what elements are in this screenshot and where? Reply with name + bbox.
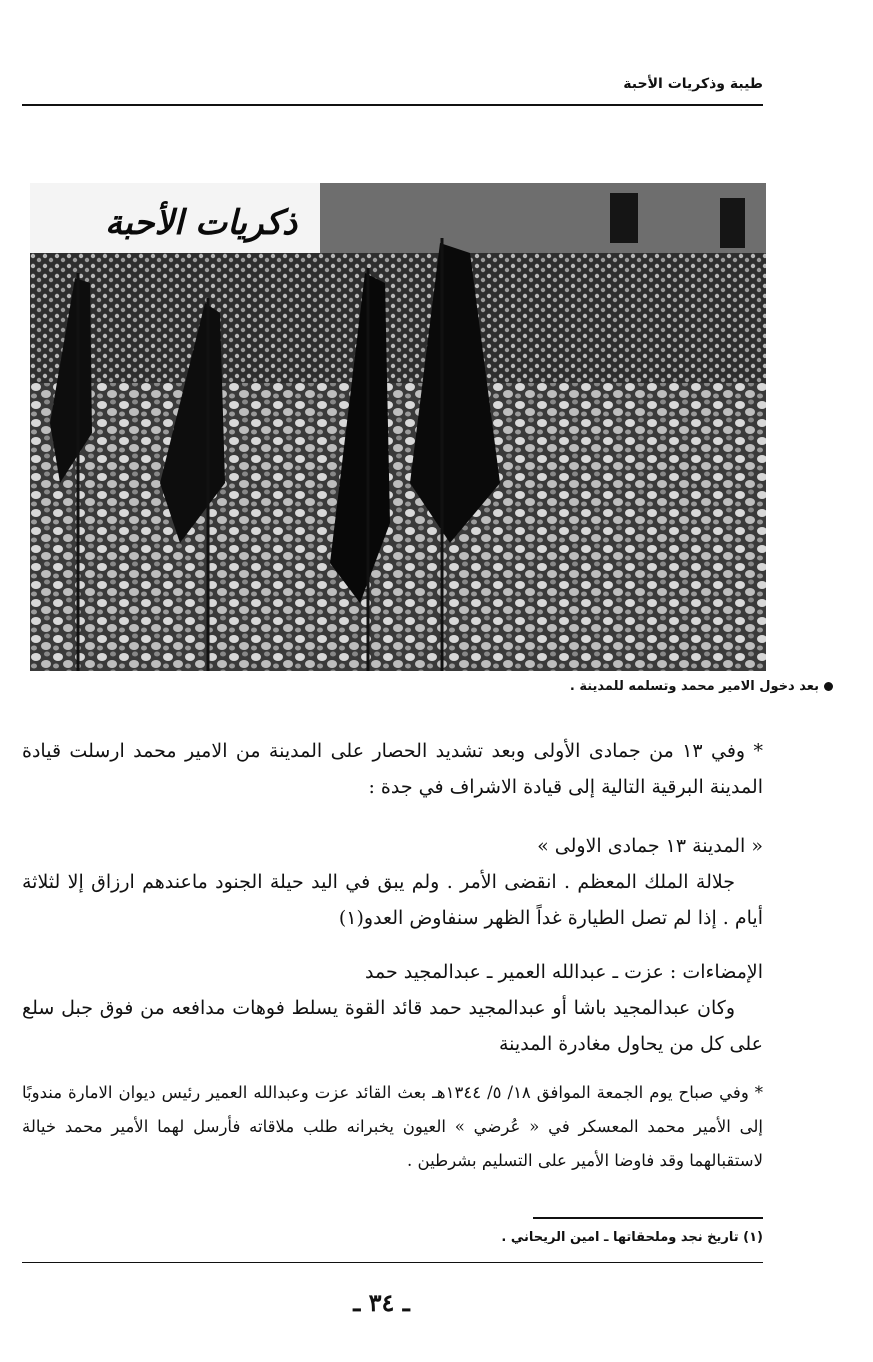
paragraph-5	[22, 990, 763, 1062]
footnote: (١) تاريخ نجد وملحقاتها ـ امين الريحاني .	[501, 1230, 763, 1245]
crowd-photo	[30, 183, 766, 671]
paragraph-2-text: « المدينة ١٣ جمادى الاولى »	[537, 835, 763, 857]
paragraph-3-text: جلالة الملك المعظم . انقضى الأمر . ولم يبق في اليد حيلة الجنود ماعندهم ارزاق إلا لثلاثة أيام . إذا لم تصل الطيارة غداً الظهر سنفاوض العدو(١)	[22, 871, 763, 929]
bottom-rule	[22, 1262, 763, 1263]
photo-caption	[570, 679, 833, 694]
photo-caption-text: بعد دخول الامير محمد وتسلمه للمدينة .	[569, 679, 819, 694]
header-rule	[22, 104, 763, 106]
paragraph-4-text: الإمضاءات : عزت ـ عبدالله العمير ـ عبدالمجيد حمد	[364, 961, 763, 983]
paragraph-6	[22, 1076, 763, 1178]
photo-logo: ذكريات الأحبة	[105, 203, 298, 243]
paragraph-5-text: وكان عبدالمجيد باشا أو عبدالمجيد حمد قائد القوة يسلط فوهات مدافعه من فوق جبل سلع على كل من يحاول مغادرة المدينة	[22, 997, 763, 1055]
paragraph-1-text: * وفي ١٣ من جمادى الأولى وبعد تشديد الحصار على المدينة من الامير محمد ارسلت قيادة المدينة البرقية التالية إلى قيادة الاشراف في جدة :	[22, 740, 763, 798]
footnote-rule	[533, 1217, 763, 1219]
paragraph-1	[22, 733, 763, 805]
bullet-icon	[824, 682, 833, 691]
paragraph-3	[22, 864, 763, 936]
crowd-photo-illustration	[30, 183, 766, 671]
paragraph-2	[22, 828, 763, 864]
page-number: ـ ٣٤ ـ	[353, 1288, 410, 1317]
running-header: طيبة وذكريات الأحبة	[623, 76, 763, 92]
paragraph-4	[22, 954, 763, 990]
paragraph-6-text: * وفي صباح يوم الجمعة الموافق ١٨/ ٥/ ١٣٤٤هـ بعث القائد عزت وعبدالله العمير رئيس ديوان الامارة مندوبًا إلى الأمير محمد المعسكر في « عُرضي » العيون يخبرانه طلب ملاقاته فأرسل لهما الأمير محمد خيالة لاستقبالهما وقد فاوضا الأمير على التسليم بشرطين .	[22, 1083, 764, 1170]
